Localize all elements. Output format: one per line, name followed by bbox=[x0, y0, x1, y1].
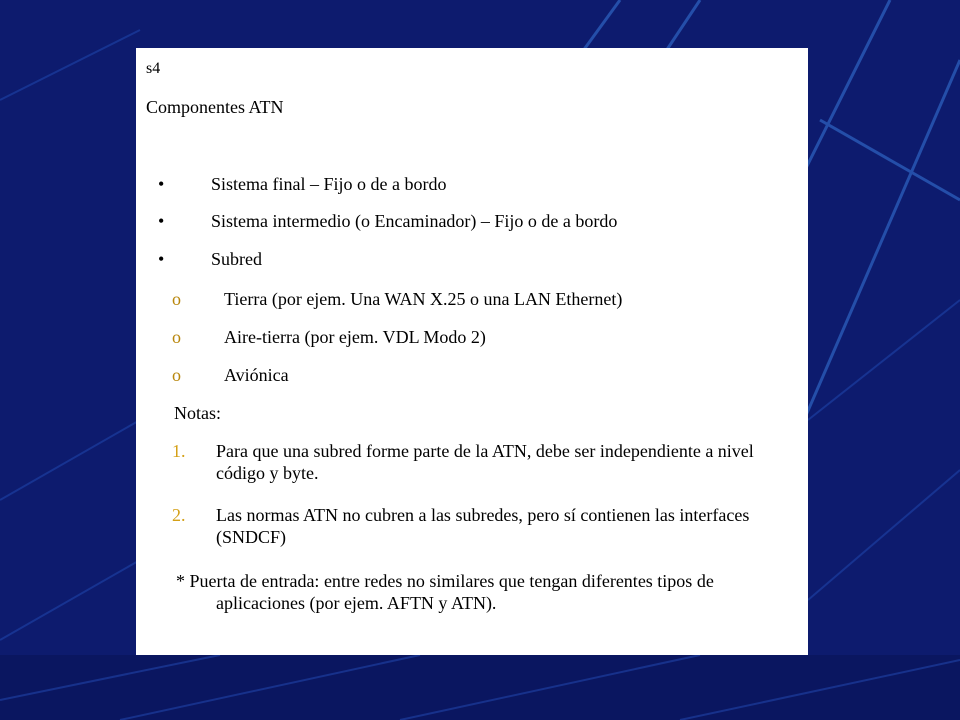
footnote: * Puerta de entrada: entre redes no similares que tengan diferentes tipos de aplicaciones (por ejem. AFTN y ATN). bbox=[176, 571, 714, 613]
sub-bullet-marker: o bbox=[172, 289, 181, 309]
bullet-item: Sistema final – Fijo o de a bordo bbox=[211, 174, 447, 194]
bullet-marker: • bbox=[158, 249, 165, 269]
sub-item: Tierra (por ejem. Una WAN X.25 o una LAN Ethernet) bbox=[224, 289, 623, 309]
note-text: Las normas ATN no cubren a las subredes, pero sí contienen las interfaces (SNDCF) bbox=[216, 505, 750, 547]
bullet-item: Sistema intermedio (o Encaminador) – Fijo o de a bordo bbox=[211, 211, 618, 231]
note-number: 2. bbox=[172, 505, 186, 525]
note-text: Para que una subred forme parte de la ATN, debe ser independiente a nivel código y byte. bbox=[216, 441, 754, 483]
slide-content-panel bbox=[136, 48, 808, 655]
bullet-marker: • bbox=[158, 211, 165, 231]
slide-label: s4 bbox=[146, 60, 161, 77]
sub-bullet-marker: o bbox=[172, 327, 181, 347]
sub-item: Aviónica bbox=[224, 365, 289, 385]
sub-item: Aire-tierra (por ejem. VDL Modo 2) bbox=[224, 327, 486, 347]
bullet-item: Subred bbox=[211, 249, 262, 269]
note-number: 1. bbox=[172, 441, 186, 461]
slide-heading: Componentes ATN bbox=[146, 97, 284, 117]
notes-label: Notas: bbox=[174, 403, 221, 423]
sub-bullet-marker: o bbox=[172, 365, 181, 385]
bullet-marker: • bbox=[158, 174, 165, 194]
